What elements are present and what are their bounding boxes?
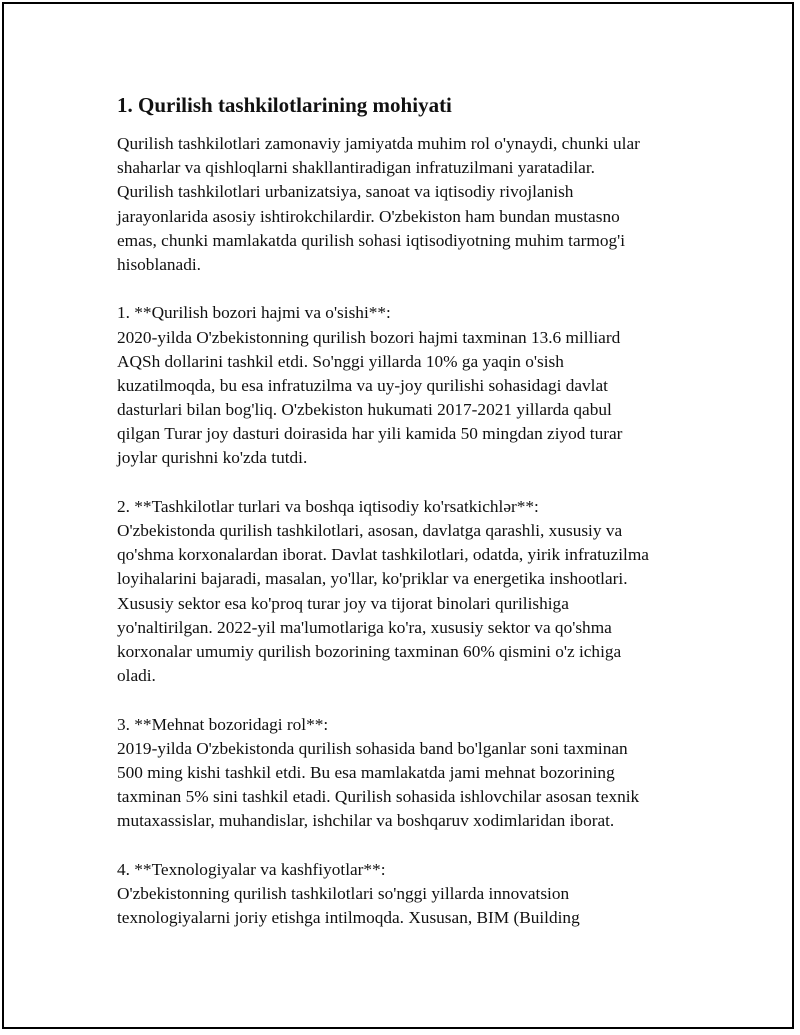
text-line: qilgan Turar joy dasturi doirasida har yili kamida 50 mingdan ziyod turar (117, 424, 623, 444)
paragraph-gap (117, 688, 697, 712)
text-line: 2020-yilda O'zbekistonning qurilish bozori hajmi taxminan 13.6 milliard (117, 327, 621, 347)
text-line: mutaxassislar, muhandislar, ishchilar va boshqaruv xodimlaridan iborat. (117, 811, 615, 831)
text-line: jarayonlarida asosiy ishtirokchilardir. O'zbekiston ham bundan mustasno (117, 206, 620, 226)
paragraph-market-size (117, 301, 697, 470)
text-line: taxminan 5% sini tashkil etadi. Qurilish sohasida ishlovchilar asosan texnik (117, 787, 640, 807)
text-line: yo'naltirilgan. 2022-yil ma'lumotlariga ko'ra, xususiy sektor va qo'shma (117, 617, 612, 637)
text-line: Qurilish tashkilotlari zamonaviy jamiyatda muhim rol o'ynaydi, chunki ular (117, 134, 640, 153)
text-line: emas, chunki mamlakatda qurilish sohasi iqtisodiyotning muhim tarmog'i (117, 230, 626, 250)
text-line: Qurilish tashkilotlari urbanizatsiya, sanoat va iqtisodiy rivojlanish (117, 182, 574, 202)
text-line: shaharlar va qishloqlarni shakllantiradigan infratuzilmani yaratadilar. (117, 158, 595, 178)
list-item-title: 3. **Mehnat bozoridagi rol**: (117, 714, 329, 734)
text-line: oladi. (117, 666, 156, 686)
text-line: O'zbekistonning qurilish tashkilotlari so'nggi yillarda innovatsion (117, 883, 570, 903)
paragraph-organization-types (117, 495, 697, 689)
document-body (117, 92, 697, 930)
section-heading: 1. Qurilish tashkilotlarining mohiyati (117, 93, 452, 117)
text-line: korxonalar umumiy qurilish bozorining taxminan 60% qismini o'z ichiga (117, 641, 622, 661)
text-line: AQSh dollarini tashkil etdi. So'nggi yillarda 10% ga yaqin o'sish (117, 351, 564, 371)
paragraph-intro (117, 132, 697, 277)
text-line: loyihalarini bajaradi, masalan, yo'llar, ko'priklar va energetika inshootlari. (117, 569, 628, 589)
paragraph-labor-market (117, 713, 697, 834)
text-line: 2019-yilda O'zbekistonda qurilish sohasida band bo'lganlar soni taxminan (117, 738, 628, 758)
paragraph-gap (117, 277, 697, 301)
text-line: joylar qurishni ko'zda tutdi. (117, 448, 308, 468)
text-line: dasturlari bilan bog'liq. O'zbekiston hukumati 2017-2021 yillarda qabul (117, 400, 612, 420)
text-line: kuzatilmoqda, bu esa infratuzilma va uy-joy qurilishi sohasidagi davlat (117, 375, 608, 395)
paragraph-gap (117, 471, 697, 495)
list-item-title: 2. **Tashkilotlar turlari va boshqa iqtisodiy ko'rsatkichlər**: (117, 496, 539, 516)
list-item-title: 1. **Qurilish bozori hajmi va o'sishi**: (117, 303, 391, 323)
paragraph-gap (117, 833, 697, 857)
text-line: 500 ming kishi tashkil etdi. Bu esa mamlakatda jami mehnat bozorining (117, 762, 615, 782)
text-line: hisoblanadi. (117, 254, 201, 274)
text-line: O'zbekistonda qurilish tashkilotlari, asosan, davlatga qarashli, xususiy va (117, 521, 623, 540)
text-line: Xususiy sektor esa ko'proq turar joy va tijorat binolari qurilishiga (117, 593, 569, 613)
list-item-title: 4. **Texnologiyalar va kashfiyotlar**: (117, 859, 386, 879)
text-line: qo'shma korxonalardan iborat. Davlat tashkilotlari, odatda, yirik infratuzilma (117, 545, 649, 565)
text-line: texnologiyalarni joriy etishga intilmoqda. Xususan, BIM (Building (117, 908, 580, 927)
paragraph-technologies (117, 858, 697, 931)
